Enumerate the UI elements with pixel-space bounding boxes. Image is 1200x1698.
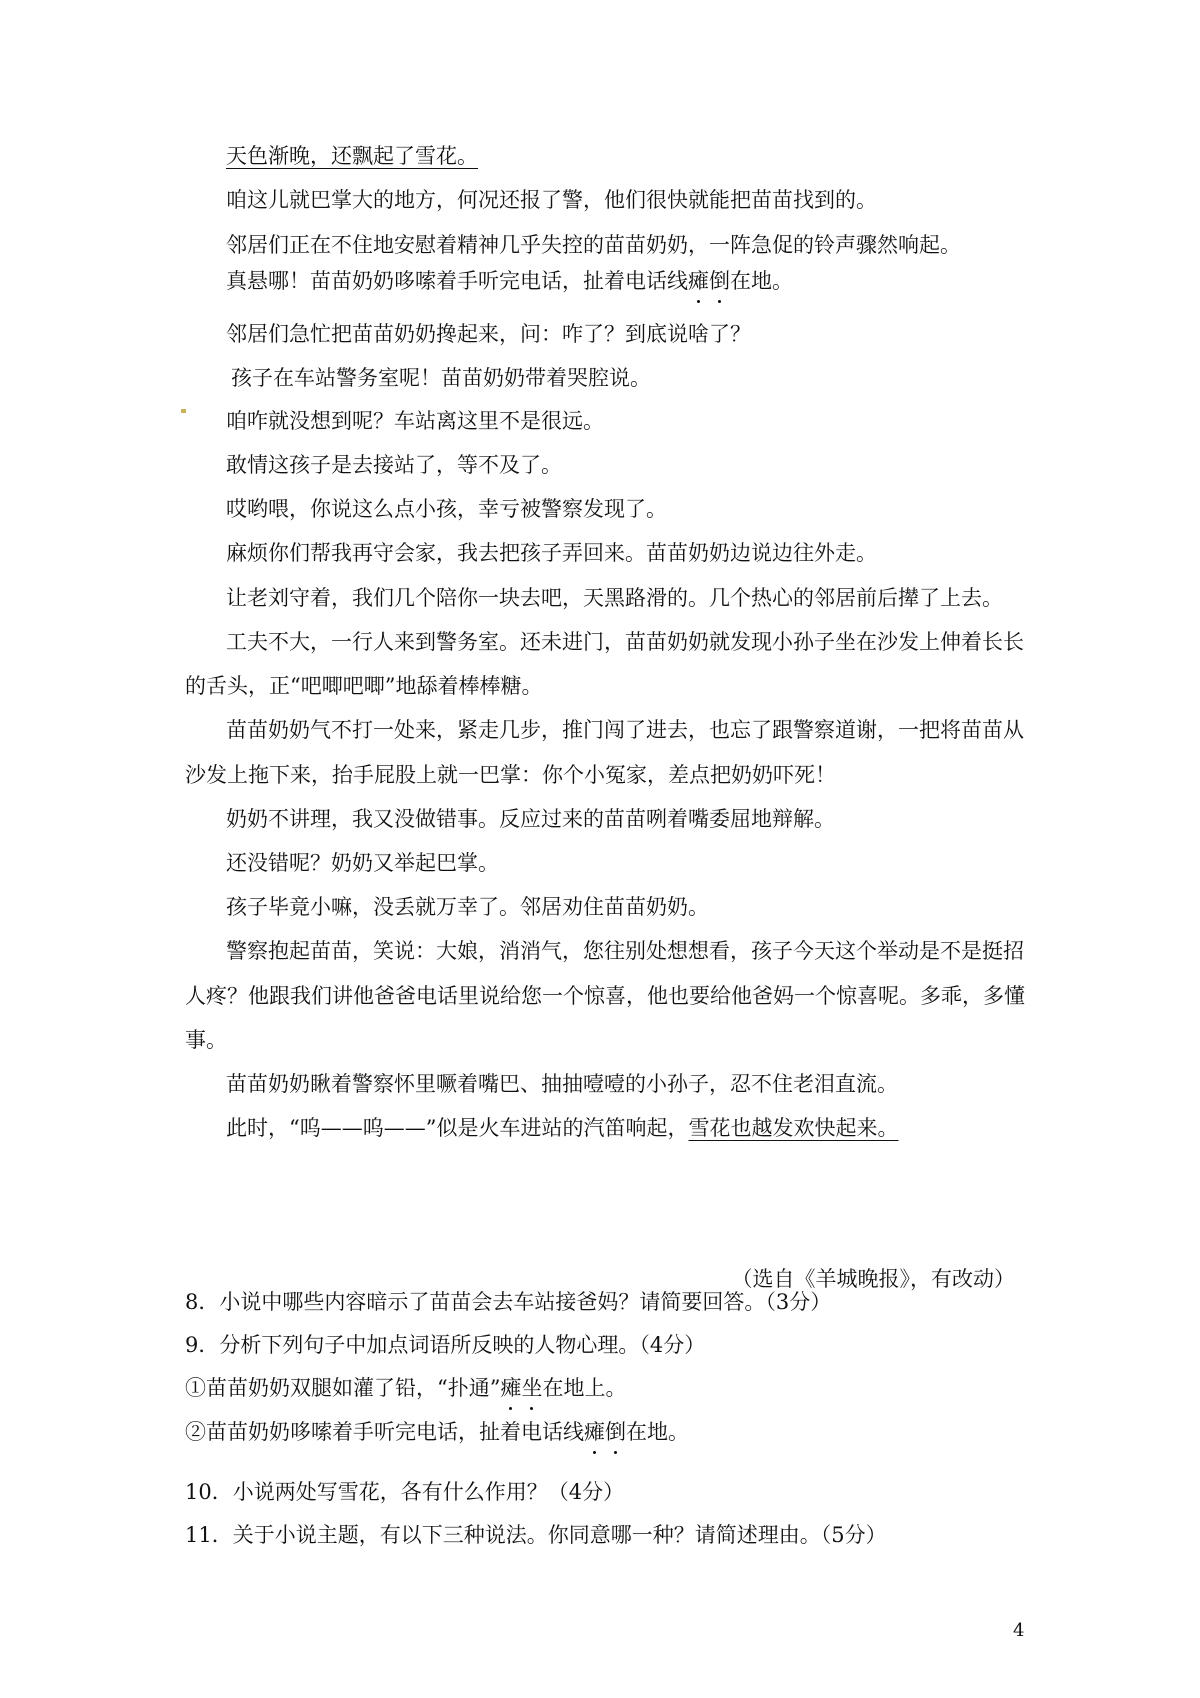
emphasized-word <box>688 269 730 293</box>
paragraph: 哎哟喂，你说这么点小孩，幸亏被警察发现了。 <box>226 497 667 521</box>
paragraph: 苗苗奶奶气不打一处来，紧走几步，推门闯了进去，也忘了跟警察道谢，一把将苗苗从 <box>226 718 1024 742</box>
question-9: 9．分析下列句子中加点词语所反映的人物心理。（4分） <box>185 1333 706 1357</box>
paragraph: 沙发上拖下来，抬手屁股上就一巴掌：你个小冤家，差点把奶奶吓死！ <box>185 763 836 787</box>
paragraph: 的舌头，正“吧唧吧唧”地舔着棒棒糖。 <box>185 674 543 698</box>
paragraph: 此时，“呜——呜——”似是火车进站的汽笛响起，雪花也越发欢快起来。 <box>226 1116 899 1140</box>
paragraph: 邻居们正在不住地安慰着精神几乎失控的苗苗奶奶，一阵急促的铃声骤然响起。 <box>226 233 961 257</box>
underlined-sentence: 雪花也越发欢快起来。 <box>688 1116 899 1140</box>
paragraph: 工夫不大，一行人来到警务室。还未进门，苗苗奶奶就发现小孙子坐在沙发上伸着长长 <box>226 630 1024 654</box>
emphasis-char: 倒 <box>605 1420 626 1444</box>
question-8: 8．小说中哪些内容暗示了苗苗会去车站接爸妈？请简要回答。（3分） <box>185 1290 832 1314</box>
paragraph: 邻居们急忙把苗苗奶奶搀起来，问：咋了？到底说啥了？ <box>226 322 751 346</box>
source-citation: （选自《羊城晚报》，有改动） <box>731 1267 1015 1291</box>
paragraph: 咱这儿就巴掌大的地方，何况还报了警，他们很快就能把苗苗找到的。 <box>226 188 877 212</box>
paragraph: 孩子毕竟小嘛，没丢就万幸了。邻居劝住苗苗奶奶。 <box>226 895 709 919</box>
paragraph: 还没错呢？奶奶又举起巴掌。 <box>226 851 499 875</box>
paragraph: 奶奶不讲理，我又没做错事。反应过来的苗苗咧着嘴委屈地辩解。 <box>226 807 835 831</box>
paragraph: 人疼？他跟我们讲他爸爸电话里说给您一个惊喜，他也要给他爸妈一个惊喜呢。多乖，多懂 <box>185 984 1025 1008</box>
paragraph: 苗苗奶奶瞅着警察怀里噘着嘴巴、抽抽噎噎的小孙子，忍不住老泪直流。 <box>226 1072 898 1096</box>
paragraph: 事。 <box>185 1028 227 1052</box>
emphasis-char: 瘫 <box>688 269 709 293</box>
emphasis-char: 瘫 <box>500 1376 522 1400</box>
paragraph: 孩子在车站警务室呢！苗苗奶奶带着哭腔说。 <box>231 366 651 390</box>
emphasis-char: 坐 <box>521 1376 543 1400</box>
question-10: 10．小说两处写雪花，各有什么作用？（4分） <box>185 1480 625 1504</box>
scan-mark <box>181 409 186 413</box>
emphasis-char: 瘫 <box>584 1420 605 1444</box>
question-9-sentence-1: ①苗苗奶奶双腿如灌了铅，“扑通”瘫坐在地上。 <box>185 1376 627 1400</box>
paragraph: 让老刘守着，我们几个陪你一块去吧，天黑路滑的。几个热心的邻居前后撵了上去。 <box>226 586 1003 610</box>
page-number: 4 <box>1013 1620 1025 1641</box>
paragraph: 咱咋就没想到呢？车站离这里不是很远。 <box>226 409 604 433</box>
question-9-sentence-2: ②苗苗奶奶哆嗦着手听完电话，扯着电话线瘫倒在地。 <box>185 1420 689 1444</box>
paragraph: 敢情这孩子是去接站了，等不及了。 <box>226 453 562 477</box>
paragraph: 真悬哪！苗苗奶奶哆嗦着手听完电话，扯着电话线瘫倒在地。 <box>226 269 793 293</box>
paragraph: 麻烦你们帮我再守会家，我去把孩子弄回来。苗苗奶奶边说边往外走。 <box>226 541 877 565</box>
paragraph: 警察抱起苗苗，笑说：大娘，消消气，您往别处想想看，孩子今天这个举动是不是挺招 <box>226 939 1024 963</box>
question-11: 11．关于小说主题，有以下三种说法。你同意哪一种？请简述理由。（5分） <box>185 1523 887 1547</box>
paragraph: 天色渐晚，还飘起了雪花。 <box>226 144 478 168</box>
emphasis-char: 倒 <box>709 269 730 293</box>
